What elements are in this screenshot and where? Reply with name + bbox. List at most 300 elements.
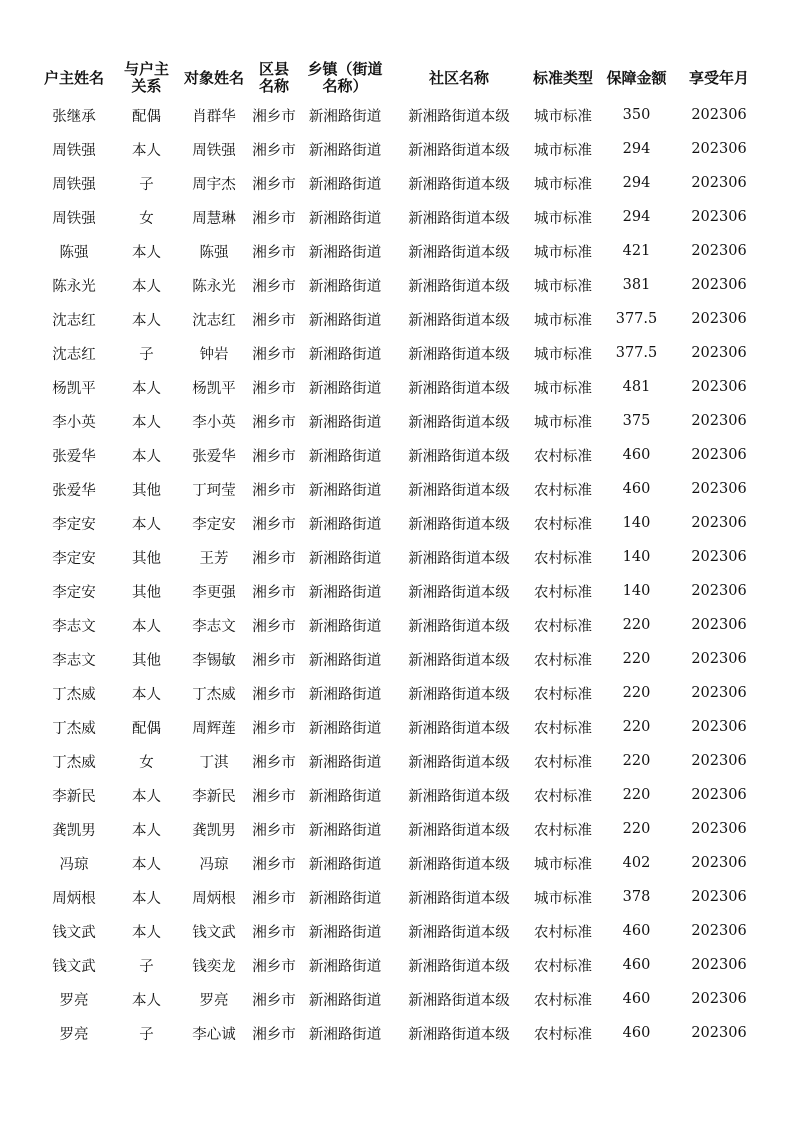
header-relation-line2: 关系 xyxy=(131,77,162,95)
cell-town: 新湘路街道 xyxy=(308,856,382,873)
cell-standard: 城市标准 xyxy=(534,414,592,431)
cell-period: 202306 xyxy=(691,1025,747,1041)
cell-household-name: 杨凯平 xyxy=(52,380,96,397)
table-row xyxy=(34,438,764,472)
table-row xyxy=(34,880,764,914)
table-row xyxy=(34,948,764,982)
cell-person-name: 肖群华 xyxy=(192,108,236,125)
cell-household-name: 李定安 xyxy=(52,550,96,567)
cell-person-name: 丁淇 xyxy=(199,754,229,771)
cell-county: 湘乡市 xyxy=(252,176,296,193)
cell-community: 新湘路街道本级 xyxy=(408,924,510,941)
cell-amount: 220 xyxy=(622,787,651,803)
cell-town: 新湘路街道 xyxy=(308,992,382,1009)
cell-community: 新湘路街道本级 xyxy=(408,516,510,533)
cell-community: 新湘路街道本级 xyxy=(408,244,510,261)
header-household-name-text: 户主姓名 xyxy=(43,68,104,87)
header-person-name xyxy=(179,58,249,98)
cell-town: 新湘路街道 xyxy=(308,108,382,125)
cell-community: 新湘路街道本级 xyxy=(408,176,510,193)
cell-community: 新湘路街道本级 xyxy=(408,856,510,873)
cell-household-name: 陈强 xyxy=(59,244,89,261)
header-relation-line1: 与户主 xyxy=(123,60,169,78)
cell-town: 新湘路街道 xyxy=(308,652,382,669)
cell-relation: 本人 xyxy=(132,822,161,839)
cell-relation: 本人 xyxy=(132,618,161,635)
header-town-line2: 名称） xyxy=(322,77,368,95)
cell-county: 湘乡市 xyxy=(252,822,296,839)
cell-household-name: 周铁强 xyxy=(52,176,96,193)
cell-amount: 460 xyxy=(622,991,651,1007)
cell-person-name: 沈志红 xyxy=(192,312,236,329)
cell-community: 新湘路街道本级 xyxy=(408,890,510,907)
cell-town: 新湘路街道 xyxy=(308,1026,382,1043)
header-town-line1: 乡镇（街道 xyxy=(307,60,383,78)
table-row xyxy=(34,540,764,574)
cell-town: 新湘路街道 xyxy=(308,346,382,363)
cell-standard: 农村标准 xyxy=(534,720,592,737)
cell-period: 202306 xyxy=(691,345,747,361)
table-row xyxy=(34,98,764,132)
header-period-text: 享受年月 xyxy=(688,68,749,87)
cell-town: 新湘路街道 xyxy=(308,312,382,329)
cell-standard: 农村标准 xyxy=(534,618,592,635)
cell-town: 新湘路街道 xyxy=(308,142,382,159)
cell-person-name: 冯琼 xyxy=(199,856,229,873)
cell-household-name: 陈永光 xyxy=(52,278,96,295)
cell-household-name: 罗亮 xyxy=(59,992,89,1009)
cell-community: 新湘路街道本级 xyxy=(408,142,510,159)
table-row xyxy=(34,744,764,778)
cell-household-name: 李志文 xyxy=(52,652,96,669)
cell-household-name: 张继承 xyxy=(52,108,96,125)
cell-county: 湘乡市 xyxy=(252,754,296,771)
cell-period: 202306 xyxy=(691,107,747,123)
header-standard-text: 标准类型 xyxy=(532,68,593,87)
cell-town: 新湘路街道 xyxy=(308,584,382,601)
cell-standard: 农村标准 xyxy=(534,686,592,703)
cell-period: 202306 xyxy=(691,787,747,803)
cell-person-name: 李更强 xyxy=(192,584,236,601)
cell-person-name: 丁珂莹 xyxy=(192,482,236,499)
cell-amount: 375 xyxy=(622,413,651,429)
cell-relation: 配偶 xyxy=(132,108,161,125)
cell-person-name: 杨凯平 xyxy=(192,380,236,397)
cell-relation: 本人 xyxy=(132,142,161,159)
cell-period: 202306 xyxy=(691,447,747,463)
cell-standard: 农村标准 xyxy=(534,482,592,499)
subsidy-roster-table xyxy=(34,58,764,1050)
cell-standard: 城市标准 xyxy=(534,176,592,193)
cell-household-name: 李志文 xyxy=(52,618,96,635)
cell-relation: 女 xyxy=(139,210,154,227)
cell-period: 202306 xyxy=(691,243,747,259)
cell-town: 新湘路街道 xyxy=(308,924,382,941)
table-row xyxy=(34,132,764,166)
cell-county: 湘乡市 xyxy=(252,278,296,295)
cell-community: 新湘路街道本级 xyxy=(408,414,510,431)
table-header xyxy=(34,58,764,98)
cell-period: 202306 xyxy=(691,277,747,293)
cell-relation: 本人 xyxy=(132,380,161,397)
cell-relation: 本人 xyxy=(132,244,161,261)
cell-period: 202306 xyxy=(691,957,747,973)
cell-amount: 460 xyxy=(622,957,651,973)
header-town xyxy=(299,58,391,98)
cell-town: 新湘路街道 xyxy=(308,720,382,737)
header-standard xyxy=(527,58,599,98)
cell-period: 202306 xyxy=(691,209,747,225)
table-row xyxy=(34,812,764,846)
cell-standard: 城市标准 xyxy=(534,142,592,159)
cell-household-name: 丁杰威 xyxy=(52,754,96,771)
cell-household-name: 周炳根 xyxy=(52,890,96,907)
header-community xyxy=(391,58,527,98)
cell-county: 湘乡市 xyxy=(252,924,296,941)
cell-standard: 城市标准 xyxy=(534,244,592,261)
cell-household-name: 钱文武 xyxy=(52,924,96,941)
table-row xyxy=(34,268,764,302)
cell-town: 新湘路街道 xyxy=(308,482,382,499)
cell-period: 202306 xyxy=(691,379,747,395)
cell-household-name: 沈志红 xyxy=(52,312,96,329)
cell-standard: 城市标准 xyxy=(534,890,592,907)
cell-community: 新湘路街道本级 xyxy=(408,550,510,567)
cell-county: 湘乡市 xyxy=(252,584,296,601)
cell-person-name: 罗亮 xyxy=(199,992,229,1009)
cell-person-name: 李定安 xyxy=(192,516,236,533)
cell-period: 202306 xyxy=(691,549,747,565)
cell-person-name: 周铁强 xyxy=(192,142,236,159)
cell-town: 新湘路街道 xyxy=(308,822,382,839)
cell-amount: 350 xyxy=(622,107,651,123)
cell-community: 新湘路街道本级 xyxy=(408,720,510,737)
cell-town: 新湘路街道 xyxy=(308,414,382,431)
cell-period: 202306 xyxy=(691,821,747,837)
cell-household-name: 张爱华 xyxy=(52,448,96,465)
table-body xyxy=(34,98,764,1050)
cell-person-name: 陈永光 xyxy=(192,278,236,295)
cell-amount: 460 xyxy=(622,447,651,463)
cell-standard: 农村标准 xyxy=(534,822,592,839)
cell-person-name: 张爱华 xyxy=(192,448,236,465)
table-row xyxy=(34,200,764,234)
header-person-name-text: 对象姓名 xyxy=(183,68,244,87)
cell-community: 新湘路街道本级 xyxy=(408,278,510,295)
cell-standard: 城市标准 xyxy=(534,210,592,227)
cell-standard: 农村标准 xyxy=(534,992,592,1009)
cell-standard: 农村标准 xyxy=(534,652,592,669)
cell-community: 新湘路街道本级 xyxy=(408,108,510,125)
header-row xyxy=(34,58,764,98)
cell-standard: 农村标准 xyxy=(534,550,592,567)
cell-relation: 子 xyxy=(139,176,154,193)
cell-amount: 377.5 xyxy=(615,311,658,327)
cell-standard: 农村标准 xyxy=(534,924,592,941)
cell-person-name: 钟岩 xyxy=(199,346,229,363)
cell-household-name: 丁杰威 xyxy=(52,686,96,703)
table-row xyxy=(34,404,764,438)
table-row xyxy=(34,846,764,880)
cell-community: 新湘路街道本级 xyxy=(408,754,510,771)
cell-county: 湘乡市 xyxy=(252,244,296,261)
cell-standard: 农村标准 xyxy=(534,448,592,465)
cell-county: 湘乡市 xyxy=(252,380,296,397)
cell-amount: 377.5 xyxy=(615,345,658,361)
cell-community: 新湘路街道本级 xyxy=(408,822,510,839)
cell-person-name: 周炳根 xyxy=(192,890,236,907)
cell-relation: 子 xyxy=(139,958,154,975)
cell-relation: 配偶 xyxy=(132,720,161,737)
cell-person-name: 李小英 xyxy=(192,414,236,431)
cell-county: 湘乡市 xyxy=(252,108,296,125)
cell-period: 202306 xyxy=(691,175,747,191)
cell-amount: 220 xyxy=(622,753,651,769)
header-community-text: 社区名称 xyxy=(428,68,489,87)
cell-standard: 城市标准 xyxy=(534,380,592,397)
cell-relation: 女 xyxy=(139,754,154,771)
cell-person-name: 李心诚 xyxy=(192,1026,236,1043)
cell-county: 湘乡市 xyxy=(252,992,296,1009)
cell-relation: 本人 xyxy=(132,278,161,295)
cell-community: 新湘路街道本级 xyxy=(408,448,510,465)
cell-county: 湘乡市 xyxy=(252,686,296,703)
cell-county: 湘乡市 xyxy=(252,142,296,159)
cell-standard: 城市标准 xyxy=(534,312,592,329)
cell-person-name: 龚凯男 xyxy=(192,822,236,839)
cell-period: 202306 xyxy=(691,923,747,939)
table-row xyxy=(34,1016,764,1050)
cell-town: 新湘路街道 xyxy=(308,448,382,465)
cell-relation: 本人 xyxy=(132,312,161,329)
cell-period: 202306 xyxy=(691,413,747,429)
table-row xyxy=(34,608,764,642)
cell-county: 湘乡市 xyxy=(252,414,296,431)
cell-period: 202306 xyxy=(691,583,747,599)
table-row xyxy=(34,778,764,812)
cell-amount: 460 xyxy=(622,481,651,497)
header-household-name xyxy=(34,58,114,98)
cell-standard: 城市标准 xyxy=(534,108,592,125)
cell-relation: 本人 xyxy=(132,686,161,703)
cell-amount: 421 xyxy=(622,243,651,259)
cell-amount: 381 xyxy=(622,277,651,293)
cell-community: 新湘路街道本级 xyxy=(408,652,510,669)
cell-community: 新湘路街道本级 xyxy=(408,788,510,805)
cell-town: 新湘路街道 xyxy=(308,380,382,397)
cell-town: 新湘路街道 xyxy=(308,516,382,533)
cell-period: 202306 xyxy=(691,753,747,769)
cell-town: 新湘路街道 xyxy=(308,278,382,295)
cell-amount: 294 xyxy=(622,175,651,191)
cell-community: 新湘路街道本级 xyxy=(408,992,510,1009)
cell-person-name: 陈强 xyxy=(199,244,229,261)
cell-amount: 402 xyxy=(622,855,651,871)
header-amount xyxy=(599,58,674,98)
cell-period: 202306 xyxy=(691,617,747,633)
cell-person-name: 李志文 xyxy=(192,618,236,635)
cell-community: 新湘路街道本级 xyxy=(408,686,510,703)
cell-amount: 140 xyxy=(622,549,651,565)
cell-county: 湘乡市 xyxy=(252,346,296,363)
cell-town: 新湘路街道 xyxy=(308,176,382,193)
cell-county: 湘乡市 xyxy=(252,856,296,873)
cell-standard: 农村标准 xyxy=(534,1026,592,1043)
cell-standard: 农村标准 xyxy=(534,754,592,771)
table-row xyxy=(34,710,764,744)
cell-county: 湘乡市 xyxy=(252,210,296,227)
cell-household-name: 周铁强 xyxy=(52,142,96,159)
cell-amount: 460 xyxy=(622,923,651,939)
cell-county: 湘乡市 xyxy=(252,890,296,907)
table-row xyxy=(34,506,764,540)
cell-community: 新湘路街道本级 xyxy=(408,380,510,397)
header-county-line2: 名称 xyxy=(258,77,289,95)
cell-household-name: 龚凯男 xyxy=(52,822,96,839)
cell-town: 新湘路街道 xyxy=(308,210,382,227)
cell-household-name: 李定安 xyxy=(52,516,96,533)
cell-community: 新湘路街道本级 xyxy=(408,618,510,635)
cell-county: 湘乡市 xyxy=(252,1026,296,1043)
cell-county: 湘乡市 xyxy=(252,312,296,329)
cell-county: 湘乡市 xyxy=(252,958,296,975)
cell-county: 湘乡市 xyxy=(252,720,296,737)
cell-relation: 其他 xyxy=(132,550,161,567)
cell-relation: 其他 xyxy=(132,482,161,499)
cell-relation: 其他 xyxy=(132,584,161,601)
cell-community: 新湘路街道本级 xyxy=(408,1026,510,1043)
cell-amount: 140 xyxy=(622,583,651,599)
cell-relation: 子 xyxy=(139,1026,154,1043)
cell-amount: 481 xyxy=(622,379,651,395)
cell-town: 新湘路街道 xyxy=(308,618,382,635)
cell-county: 湘乡市 xyxy=(252,482,296,499)
cell-period: 202306 xyxy=(691,311,747,327)
cell-relation: 本人 xyxy=(132,992,161,1009)
cell-amount: 294 xyxy=(622,141,651,157)
cell-town: 新湘路街道 xyxy=(308,788,382,805)
cell-person-name: 钱奕龙 xyxy=(192,958,236,975)
table-row xyxy=(34,234,764,268)
cell-town: 新湘路街道 xyxy=(308,890,382,907)
cell-county: 湘乡市 xyxy=(252,516,296,533)
cell-period: 202306 xyxy=(691,651,747,667)
cell-relation: 本人 xyxy=(132,924,161,941)
cell-household-name: 罗亮 xyxy=(59,1026,89,1043)
cell-amount: 220 xyxy=(622,719,651,735)
header-county-line1: 区县 xyxy=(258,60,289,78)
cell-household-name: 丁杰威 xyxy=(52,720,96,737)
cell-county: 湘乡市 xyxy=(252,788,296,805)
cell-person-name: 周宇杰 xyxy=(192,176,236,193)
table-row xyxy=(34,166,764,200)
header-relation xyxy=(114,58,179,98)
cell-household-name: 李定安 xyxy=(52,584,96,601)
cell-community: 新湘路街道本级 xyxy=(408,312,510,329)
cell-amount: 220 xyxy=(622,651,651,667)
cell-household-name: 李小英 xyxy=(52,414,96,431)
cell-household-name: 沈志红 xyxy=(52,346,96,363)
cell-person-name: 周辉莲 xyxy=(192,720,236,737)
cell-person-name: 李锡敏 xyxy=(192,652,236,669)
cell-standard: 城市标准 xyxy=(534,346,592,363)
cell-amount: 460 xyxy=(622,1025,651,1041)
table-row xyxy=(34,642,764,676)
table-row xyxy=(34,302,764,336)
cell-town: 新湘路街道 xyxy=(308,244,382,261)
table-row xyxy=(34,574,764,608)
cell-amount: 140 xyxy=(622,515,651,531)
cell-community: 新湘路街道本级 xyxy=(408,584,510,601)
cell-person-name: 周慧琳 xyxy=(192,210,236,227)
cell-county: 湘乡市 xyxy=(252,652,296,669)
cell-county: 湘乡市 xyxy=(252,550,296,567)
cell-relation: 子 xyxy=(139,346,154,363)
cell-amount: 220 xyxy=(622,821,651,837)
cell-person-name: 钱文武 xyxy=(192,924,236,941)
cell-household-name: 张爱华 xyxy=(52,482,96,499)
cell-community: 新湘路街道本级 xyxy=(408,346,510,363)
cell-relation: 本人 xyxy=(132,448,161,465)
cell-standard: 农村标准 xyxy=(534,788,592,805)
header-period xyxy=(674,58,764,98)
cell-community: 新湘路街道本级 xyxy=(408,958,510,975)
table-row xyxy=(34,472,764,506)
cell-standard: 城市标准 xyxy=(534,856,592,873)
cell-standard: 农村标准 xyxy=(534,516,592,533)
cell-period: 202306 xyxy=(691,991,747,1007)
cell-relation: 本人 xyxy=(132,788,161,805)
cell-county: 湘乡市 xyxy=(252,618,296,635)
table-row xyxy=(34,914,764,948)
cell-town: 新湘路街道 xyxy=(308,754,382,771)
cell-amount: 378 xyxy=(622,889,651,905)
cell-community: 新湘路街道本级 xyxy=(408,210,510,227)
cell-county: 湘乡市 xyxy=(252,448,296,465)
cell-standard: 城市标准 xyxy=(534,278,592,295)
cell-amount: 294 xyxy=(622,209,651,225)
cell-period: 202306 xyxy=(691,719,747,735)
cell-household-name: 李新民 xyxy=(52,788,96,805)
cell-town: 新湘路街道 xyxy=(308,958,382,975)
cell-household-name: 冯琼 xyxy=(59,856,89,873)
cell-person-name: 丁杰威 xyxy=(192,686,236,703)
cell-town: 新湘路街道 xyxy=(308,686,382,703)
cell-person-name: 王芳 xyxy=(199,550,229,567)
cell-period: 202306 xyxy=(691,855,747,871)
table-row xyxy=(34,676,764,710)
cell-period: 202306 xyxy=(691,685,747,701)
cell-standard: 农村标准 xyxy=(534,584,592,601)
cell-amount: 220 xyxy=(622,685,651,701)
cell-relation: 本人 xyxy=(132,414,161,431)
table-row xyxy=(34,336,764,370)
cell-period: 202306 xyxy=(691,889,747,905)
cell-town: 新湘路街道 xyxy=(308,550,382,567)
cell-period: 202306 xyxy=(691,515,747,531)
table-row xyxy=(34,982,764,1016)
cell-period: 202306 xyxy=(691,481,747,497)
cell-standard: 农村标准 xyxy=(534,958,592,975)
header-county xyxy=(249,58,299,98)
header-amount-text: 保障金额 xyxy=(606,68,667,87)
cell-relation: 本人 xyxy=(132,856,161,873)
cell-household-name: 钱文武 xyxy=(52,958,96,975)
cell-relation: 本人 xyxy=(132,890,161,907)
cell-period: 202306 xyxy=(691,141,747,157)
cell-person-name: 李新民 xyxy=(192,788,236,805)
cell-community: 新湘路街道本级 xyxy=(408,482,510,499)
